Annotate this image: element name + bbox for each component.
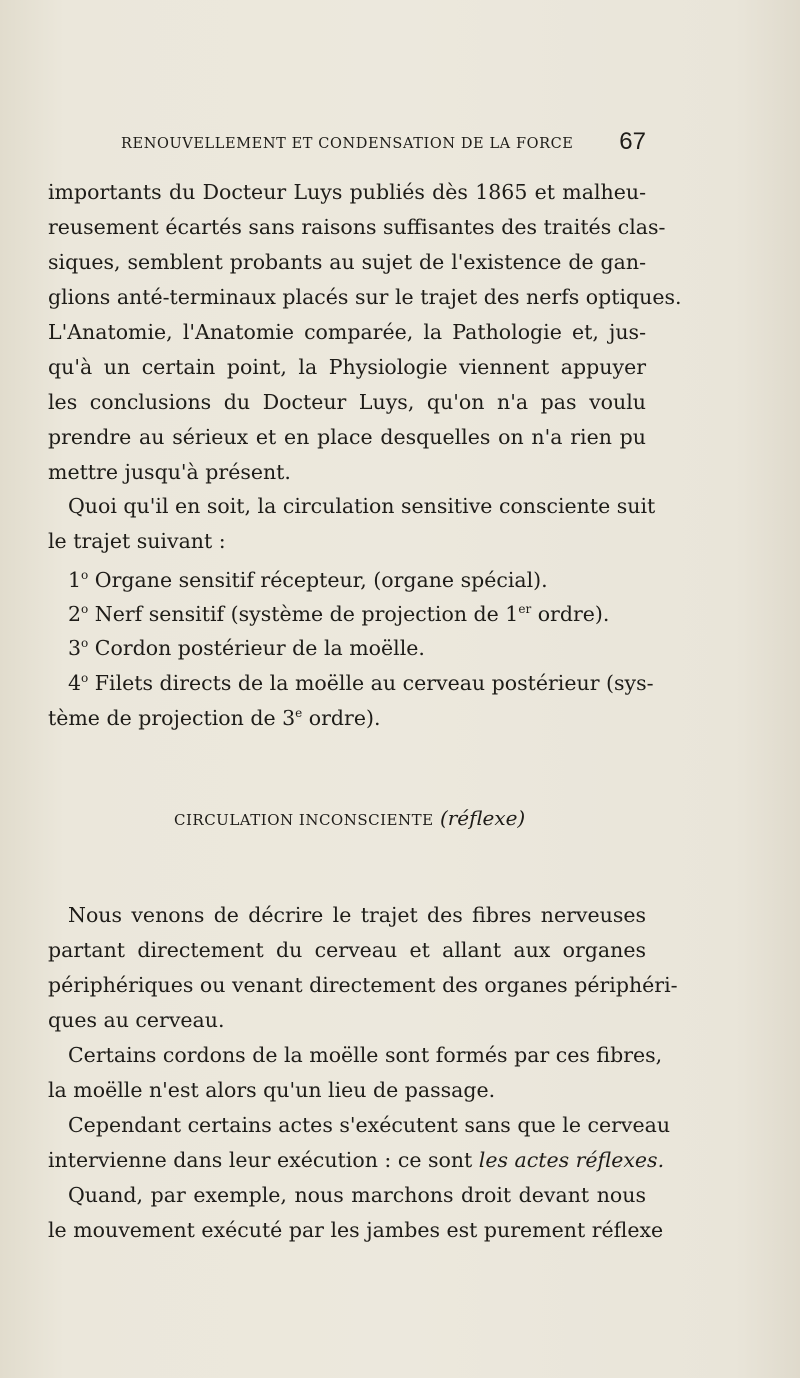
text-line: siques, semblent probants au sujet de l'existence de gan-: [48, 250, 646, 274]
list-text: Filets directs de la moëlle au cerveau postérieur (sys-: [88, 671, 654, 695]
list-text: Cordon postérieur de la moëlle.: [88, 636, 425, 660]
list-number: 1: [68, 568, 82, 592]
text-line: la moëlle n'est alors qu'un lieu de passage.: [48, 1078, 496, 1102]
text-line: Cependant certains actes s'exécutent sans que le cerveau: [68, 1113, 671, 1137]
list-number-sup: o: [81, 568, 89, 583]
page-header: [121, 128, 646, 158]
list-item-continuation: [48, 701, 646, 735]
text-line: le mouvement exécuté par les jambes est purement réflexe: [48, 1218, 664, 1242]
text-line: Quoi qu'il en soit, la circulation sensitive consciente suit: [68, 494, 656, 518]
italic-term: les actes réflexes.: [478, 1148, 665, 1172]
text-span: intervienne dans leur exécution : ce sont: [48, 1148, 479, 1172]
list-number: 3: [68, 636, 82, 660]
ordinal-sup: er: [518, 602, 532, 617]
running-title: RENOUVELLEMENT ET CONDENSATION DE LA FORCE: [121, 136, 574, 152]
list-item: [48, 563, 646, 597]
list-text: Organe sensitif récepteur, (organe spécial).: [88, 568, 548, 592]
list-text: tème de projection de 3: [48, 706, 296, 730]
list-text: Nerf sensitif (système de projection de 1: [88, 602, 519, 626]
text-line: importants du Docteur Luys publiés dès 1865 et malheu-: [48, 180, 646, 204]
list-number-sup: o: [81, 636, 89, 651]
text-line: mettre jusqu'à présent.: [48, 460, 291, 484]
list-text: ordre).: [531, 602, 610, 626]
text-line: L'Anatomie, l'Anatomie comparée, la Pathologie et, jus-: [48, 320, 646, 344]
page-number: 67: [619, 128, 646, 155]
text-line: qu'à un certain point, la Physiologie viennent appuyer: [48, 355, 646, 379]
text-line: Quand, par exemple, nous marchons droit devant nous: [68, 1183, 646, 1207]
section-heading: [174, 806, 525, 830]
section-heading-italic: (réflexe): [439, 806, 526, 830]
text-line: périphériques ou venant directement des organes périphéri-: [48, 973, 678, 997]
text-line: [48, 1143, 665, 1177]
text-line: Nous venons de décrire le trajet des fibres nerveuses: [68, 903, 646, 927]
list-number-sup: o: [81, 671, 89, 686]
list-text: ordre).: [302, 706, 381, 730]
list-item: [48, 631, 646, 665]
text-line: les conclusions du Docteur Luys, qu'on n'a pas voulu: [48, 390, 646, 414]
text-line: reusement écartés sans raisons suffisantes des traités clas-: [48, 215, 666, 239]
list-number: 4: [68, 671, 82, 695]
text-line: Certains cordons de la moëlle sont formés par ces fibres,: [68, 1043, 663, 1067]
text-line: glions anté-terminaux placés sur le trajet des nerfs optiques.: [48, 285, 682, 309]
list-number-sup: o: [81, 602, 89, 617]
section-heading-smallcaps: CIRCULATION INCONSCIENTE: [174, 811, 434, 829]
text-line: ques au cerveau.: [48, 1008, 225, 1032]
text-line: le trajet suivant :: [48, 529, 226, 553]
list-item: [48, 666, 654, 700]
list-item: [48, 597, 646, 631]
list-number: 2: [68, 602, 82, 626]
text-line: prendre au sérieux et en place desquelles on n'a rien pu: [48, 425, 646, 449]
ordinal-sup: e: [295, 706, 303, 721]
text-line: partant directement du cerveau et allant aux organes: [48, 938, 646, 962]
